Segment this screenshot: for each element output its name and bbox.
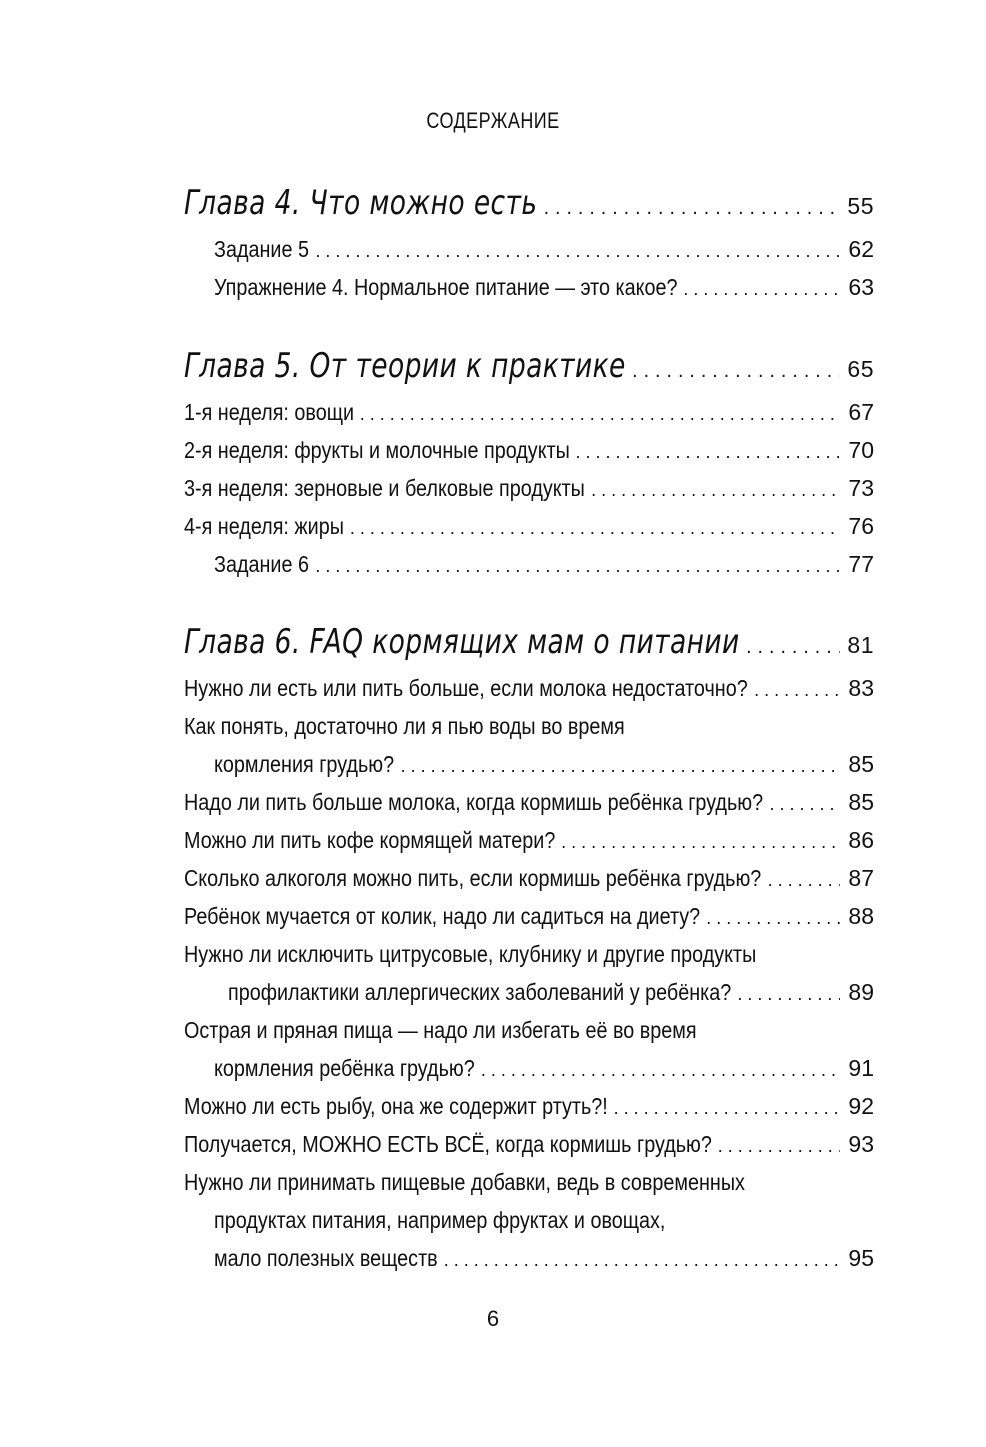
leader-dots: [315, 236, 840, 266]
toc-entry-title: 1-я неделя: овощи: [184, 399, 355, 425]
toc-entry-page: 88: [848, 903, 874, 929]
toc-entry: [184, 749, 874, 781]
toc-entry-page: 85: [848, 789, 874, 815]
toc-entry-page: 63: [848, 274, 874, 300]
toc-entry-page: 91: [848, 1055, 874, 1081]
toc-entry-page: 83: [848, 675, 874, 701]
toc-entry-title: Нужно ли принимать пищевые добавки, ведь в современных: [184, 1169, 745, 1195]
toc-entry-title: Сколько алкоголя можно пить, если кормишь ребёнка грудью?: [184, 865, 762, 891]
toc-entry-title: Упражнение 4. Нормальное питание — это какое?: [214, 274, 678, 300]
toc-entry: [184, 673, 874, 705]
toc-chapter-6: [184, 622, 874, 668]
running-head: СОДЕРЖАНИЕ: [426, 108, 560, 133]
toc-entry-page: 92: [848, 1093, 874, 1119]
toc-entry-title: мало полезных веществ: [214, 1245, 438, 1271]
toc-entry-title: Надо ли пить больше молока, когда кормишь ребёнка грудью?: [184, 789, 764, 815]
toc-entry: [184, 863, 874, 895]
toc-entry-title: Можно ли есть рыбу, она же содержит ртуть?!: [184, 1093, 608, 1119]
toc-entry-title: Глава 4. Что можно есть: [184, 183, 538, 223]
toc-entry-page: 73: [848, 475, 874, 501]
toc-entry-line: [184, 1205, 904, 1235]
toc-entry-title: профилактики аллергических заболеваний у ребёнка?: [228, 979, 732, 1005]
leader-dots: [683, 274, 840, 304]
leader-dots: [315, 551, 840, 581]
toc-entry: [184, 1053, 874, 1085]
toc-entry: [184, 1129, 874, 1161]
toc-entry: [184, 435, 874, 467]
leader-dots: [481, 1055, 840, 1085]
toc-entry-title: Острая и пряная пища — надо ли избегать её во время: [184, 1017, 697, 1043]
toc-entry: [184, 272, 874, 304]
toc-entry-page: 81: [847, 632, 874, 658]
toc-entry-page: 95: [848, 1245, 874, 1271]
toc-entry-title: кормления грудью?: [214, 751, 395, 777]
toc-entry-title: 2-я неделя: фрукты и молочные продукты: [184, 437, 570, 463]
toc-entry-title: Как понять, достаточно ли я пью воды во время: [184, 713, 625, 739]
toc-entry-page: 76: [848, 513, 874, 539]
toc-chapter-4: [184, 183, 874, 229]
toc-entry: [184, 549, 874, 581]
leader-dots: [444, 1245, 840, 1275]
toc-entry-title: Нужно ли есть или пить больше, если молока недостаточно?: [184, 675, 748, 701]
toc-entry: [184, 1091, 874, 1123]
toc-chapter-5: [184, 346, 874, 392]
toc-entry-title: Получается, МОЖНО ЕСТЬ ВСЁ, когда кормишь грудью?: [184, 1131, 712, 1157]
leader-dots: [350, 513, 840, 543]
leader-dots: [360, 399, 840, 429]
leader-dots: [591, 475, 840, 505]
toc-entry-page: 62: [848, 236, 874, 262]
toc-entry-line: [184, 711, 874, 741]
toc-entry-title: 4-я неделя: жиры: [184, 513, 344, 539]
toc-entry: [184, 1243, 874, 1275]
toc-entry-page: 93: [848, 1131, 874, 1157]
toc-entry-page: 86: [848, 827, 874, 853]
leader-dots: [746, 628, 840, 668]
toc-entry: [184, 977, 874, 1009]
toc-entry-page: 67: [848, 399, 874, 425]
toc-entry: [184, 234, 874, 266]
toc-entry-page: 70: [848, 437, 874, 463]
leader-dots: [576, 437, 840, 467]
toc-entry-line: [184, 1167, 874, 1197]
toc-entry-line: [184, 939, 874, 969]
toc-entry: [184, 397, 874, 429]
toc-entry-title: кормления ребёнка грудью?: [214, 1055, 475, 1081]
toc-entry: [184, 825, 874, 857]
toc-entry: [184, 787, 874, 819]
toc-entry-title: продуктах питания, например фруктах и овощах,: [214, 1207, 666, 1233]
toc-entry-title: Задание 5: [214, 236, 309, 262]
toc-entry-title: Ребёнок мучается от колик, надо ли садиться на диету?: [184, 903, 701, 929]
toc-entry-title: 3-я неделя: зерновые и белковые продукты: [184, 475, 585, 501]
toc-entry-title: Глава 6. FAQ кормящих мам о питании: [184, 622, 740, 662]
toc-entry-title: Можно ли пить кофе кормящей матери?: [184, 827, 556, 853]
leader-dots: [543, 189, 840, 229]
leader-dots: [401, 751, 840, 781]
leader-dots: [632, 352, 840, 392]
leader-dots: [614, 1093, 840, 1123]
toc-entry: [184, 473, 874, 505]
toc-entry-title: Нужно ли исключить цитрусовые, клубнику и другие продукты: [184, 941, 757, 967]
leader-dots: [718, 1131, 840, 1161]
leader-dots: [706, 903, 840, 933]
leader-dots: [737, 979, 840, 1009]
toc-entry-line: [184, 1015, 874, 1045]
toc-entry-page: 77: [848, 551, 874, 577]
toc-entry-title: Задание 6: [214, 551, 309, 577]
toc-entry-page: 87: [848, 865, 874, 891]
toc-entry-page: 55: [847, 193, 874, 219]
toc-entry-page: 65: [847, 356, 874, 382]
toc-entry: [184, 511, 874, 543]
page-number: 6: [486, 1306, 500, 1331]
leader-dots: [768, 865, 840, 895]
toc-entry-page: 89: [848, 979, 874, 1005]
toc-entry: [184, 901, 874, 933]
leader-dots: [754, 675, 840, 705]
toc-entry-page: 85: [848, 751, 874, 777]
leader-dots: [770, 789, 840, 819]
toc-entry-title: Глава 5. От теории к практике: [184, 346, 626, 386]
leader-dots: [561, 827, 840, 857]
